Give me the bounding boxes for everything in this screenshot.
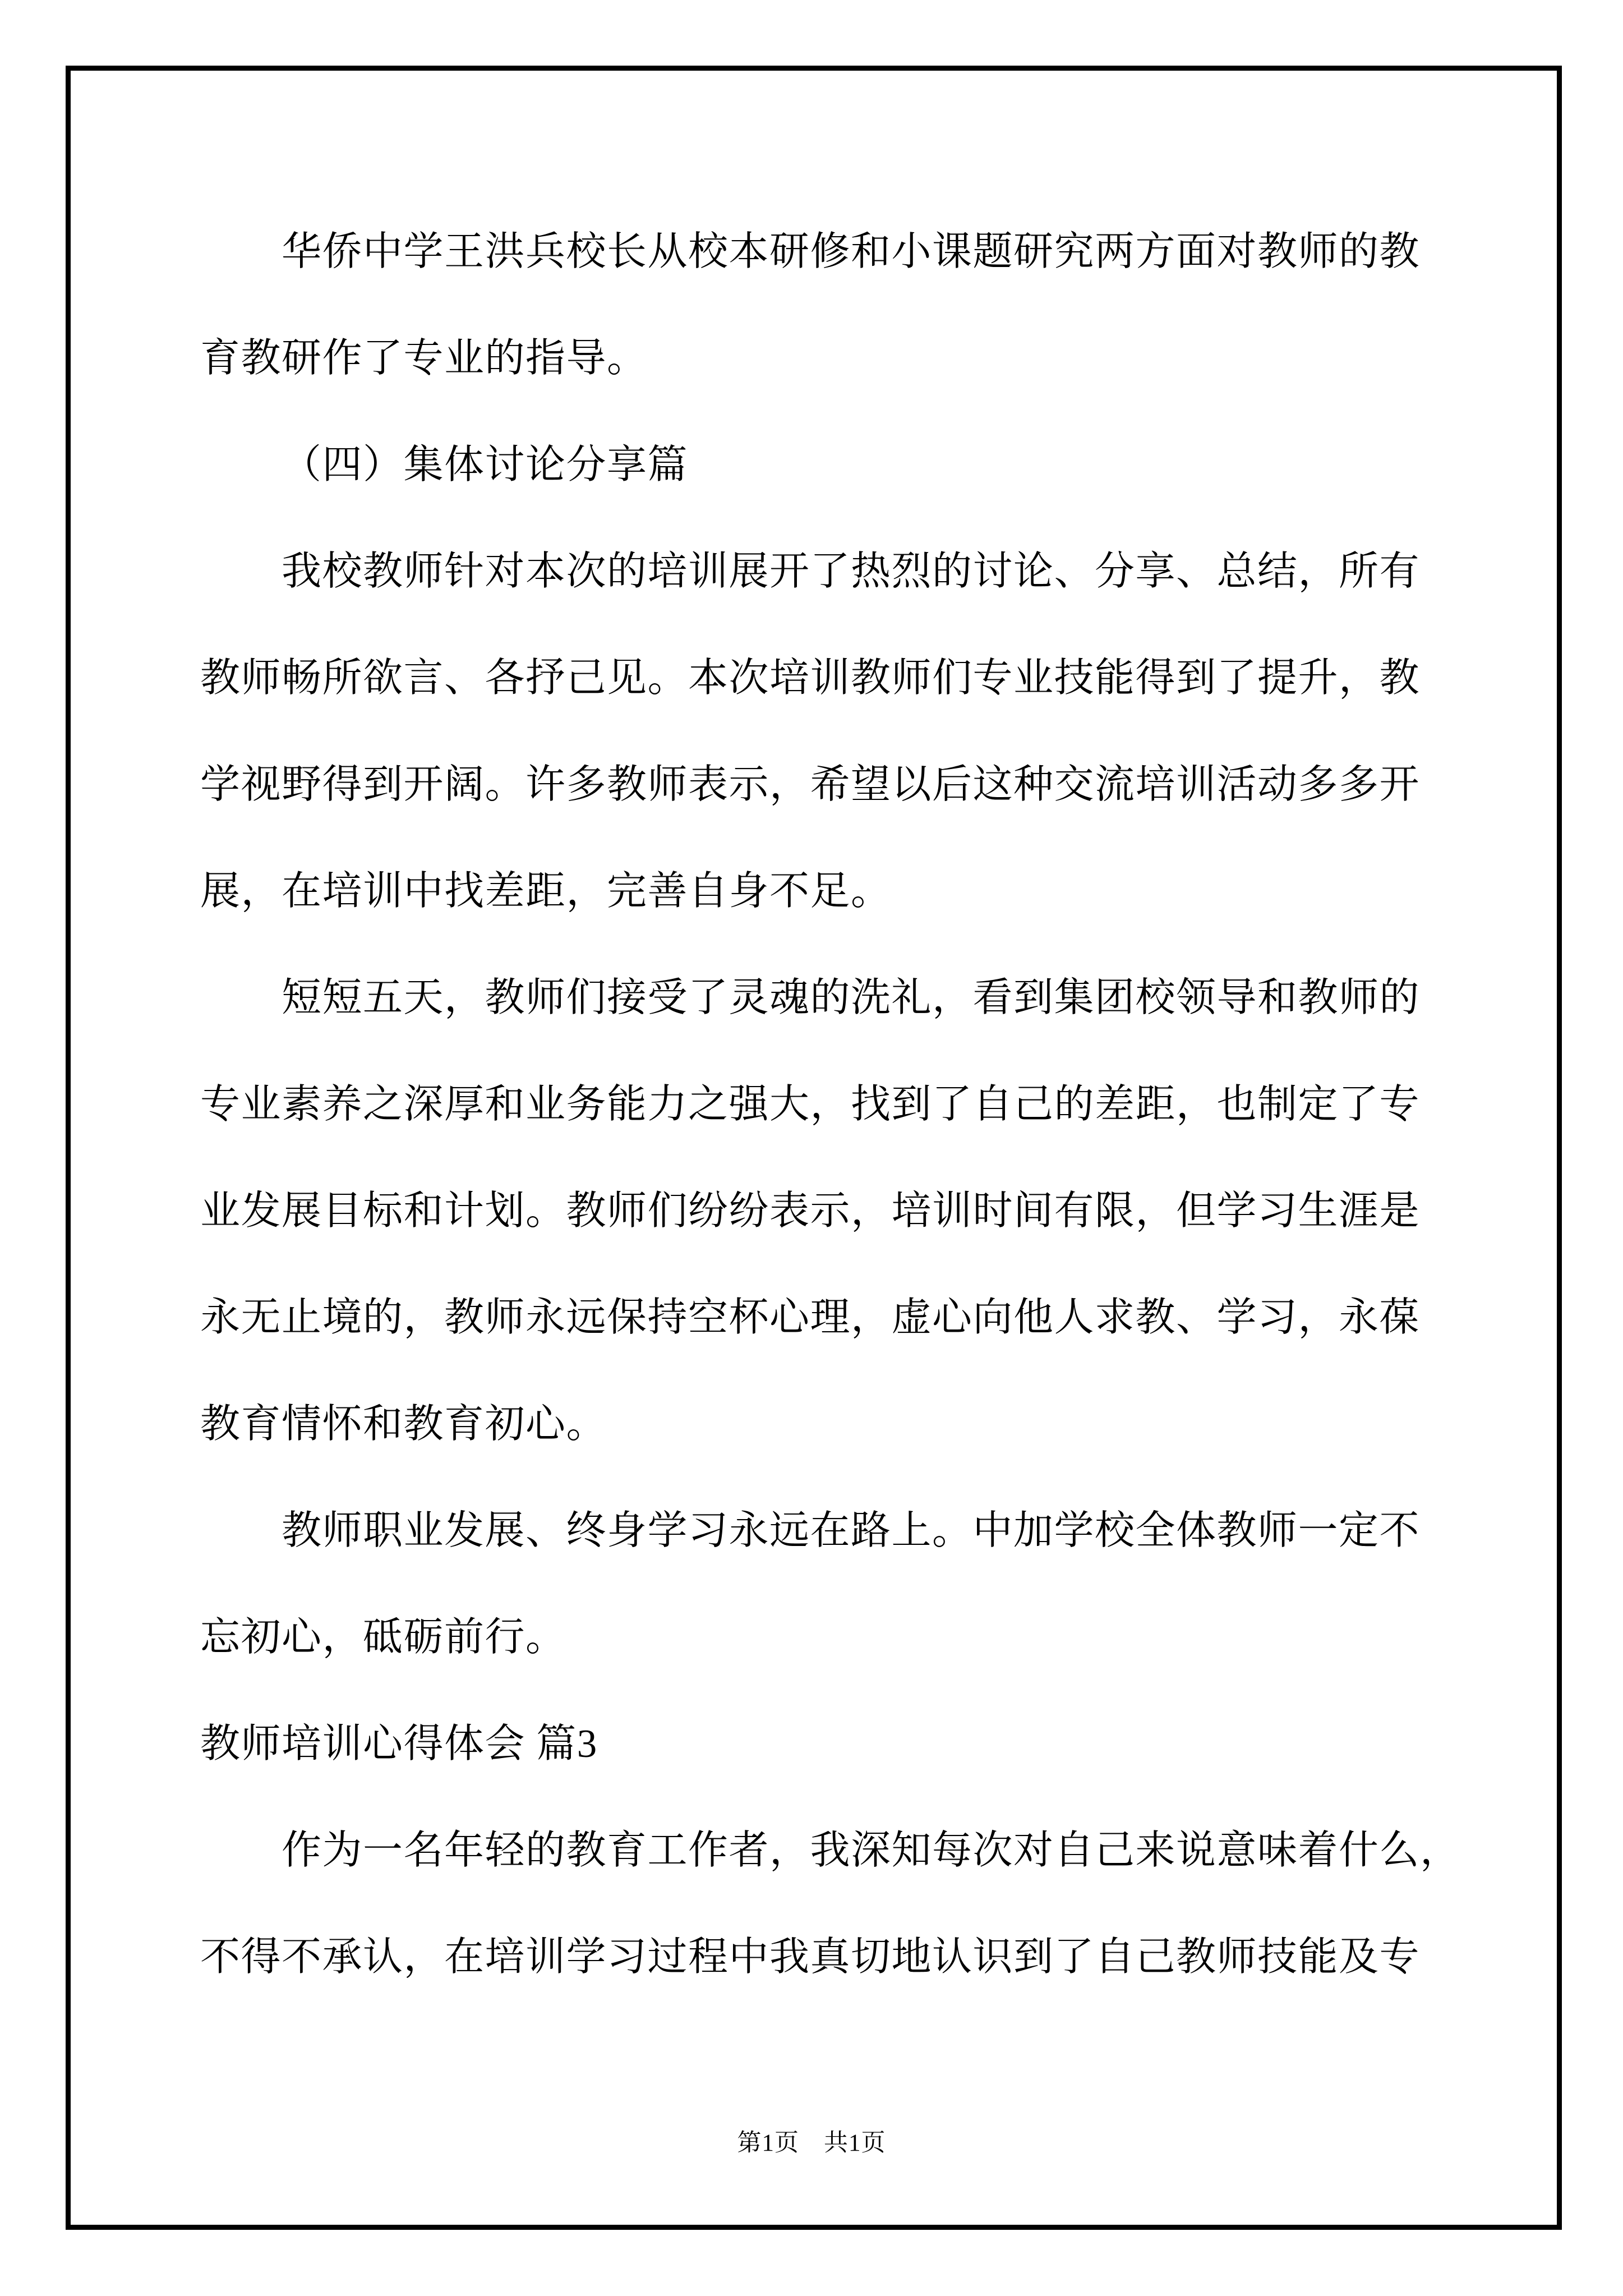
text-line: （四）集体讨论分享篇 [282,443,689,487]
text-line: 教育情怀和教育初心。 [200,1402,607,1446]
text-line: 短短五天，教师们接受了灵魂的洗礼，看到集团校领导和教师的 [282,976,1421,1020]
text-line: 不得不承认，在培训学习过程中我真切地认识到了自己教师技能及专 [200,1935,1421,1979]
text-line: 华侨中学王洪兵校长从校本研修和小课题研究两方面对教师的教 [282,230,1421,274]
text-line: 忘初心，砥砺前行。 [200,1616,566,1659]
text-line: 教师职业发展、终身学习永远在路上。中加学校全体教师一定不 [282,1509,1421,1553]
text-line: 业发展目标和计划。教师们纷纷表示，培训时间有限，但学习生涯是 [200,1189,1421,1233]
text-line: 教师畅所欲言、各抒己见。本次培训教师们专业技能得到了提升，教 [200,656,1421,700]
text-line: 永无止境的，教师永远保持空杯心理，虚心向他人求教、学习，永葆 [200,1296,1421,1340]
text-line: 育教研作了专业的指导。 [200,337,648,380]
text-line: 学视野得到开阔。许多教师表示，希望以后这种交流培训活动多多开 [200,763,1421,807]
text-line: 作为一名年轻的教育工作者，我深知每次对自己来说意味着什么， [282,1829,1461,1872]
text-line: 教师培训心得体会 篇3 [200,1722,598,1766]
text-lines [200,199,1461,2010]
page-number-footer: 第1页 共1页 [737,2130,886,2156]
text-line: 专业素养之深厚和业务能力之强大，找到了自己的差距，也制定了专 [200,1083,1421,1126]
text-line: 展，在培训中找差距，完善自身不足。 [200,869,892,913]
text-line: 我校教师针对本次的培训展开了热烈的讨论、分享、总结，所有 [282,550,1421,593]
